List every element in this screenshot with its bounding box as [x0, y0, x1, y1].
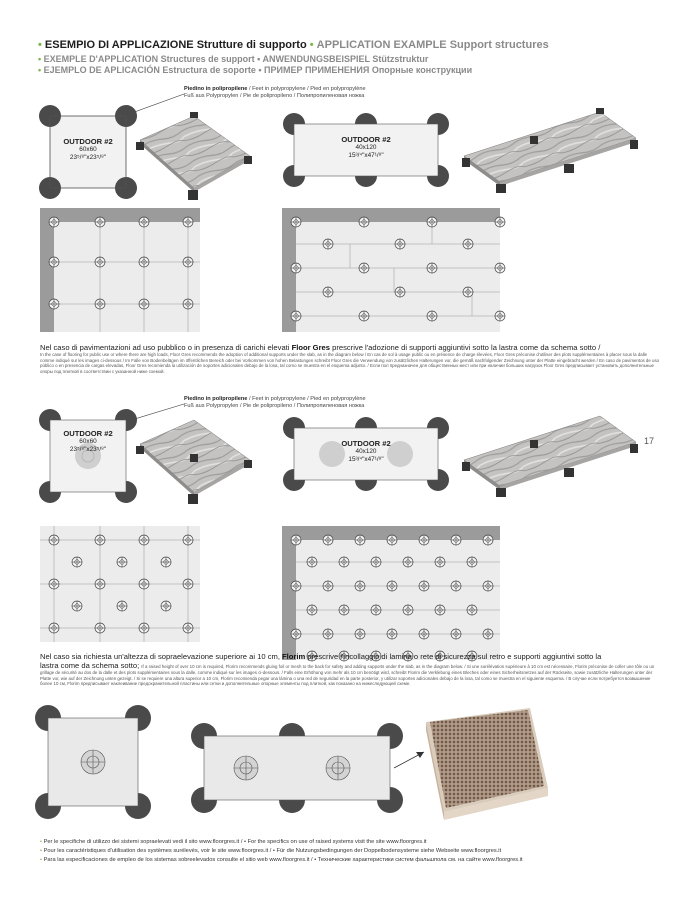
tile-size: 60x60: [79, 146, 97, 153]
pedestal-symbol: [49, 623, 59, 633]
footer-text-2: Pour les caractéristiques d'utilisation des systèmes surélevés, voir le site www.floorgres.it / • Für die Nutzungsbedingungen der Doppelbodensysteme siehe Webseite www.floorgres.it: [43, 848, 502, 854]
tile-40x120-label: [294, 440, 438, 464]
pedestal-symbol: [451, 535, 461, 545]
tile-60x60-diagram-middle: [40, 412, 136, 500]
tile-40x120-diagram-bottom: [188, 722, 428, 818]
footer-text-1: Per le specifiche di utilizzo dei sistemi sopraelevati vedi il sito www.floorgres.it / • For the specifics on use of raised systems visit the site www.floorgres.it: [43, 839, 427, 845]
pedestal-symbol: [403, 605, 413, 615]
paragraph-body: If a raised height of over 10 cm is required, Florim recommends gluing foil or mesh to the back for safety and adding supports under the slab, as in the diagram below. / Si une surélévation supérieure à 10 cm est nécessaire, Florim préconise de coller une tôle ou un grillage de sécurité au dos de la dalle et des plots supplémentaires sous la dalle, comme indiqué sur les images ci-dessous. / Falls eine Erhöhung von mehr als 10 cm benötigt wird, schreibt Florim die Verklebung eines Bleches oder eines Sicherheitsnetzes auf der Rückseite, sowie zusätzliche Halterungen unter der Platte vor, wie auf der Zeichnung unten gezeigt. / Si se requiere una altura superior a 10 cm, Florim recomienda pegar una lámina o una red de seguridad en la parte posterior, y utilizar soportes adicionales debajo de la losa, tal como se muestra en el siguiente esquema. / В случае если потребуется возвышение более 10 см, Florim предписывает наклеивание предохранительной пластины или сетки и дополнительные опорные элементы под плиткой, как показано на нижеследующей схеме.: [40, 664, 655, 687]
pedestal-symbol: [307, 557, 317, 567]
lead-line2: lastra come da schema sotto;: [40, 661, 142, 670]
pedestal-symbol: [95, 579, 105, 589]
pedestal-symbol: [323, 535, 333, 545]
paragraph-raised-height: [40, 652, 660, 687]
pedestal-symbol: [355, 629, 365, 639]
pedestal-symbol: [307, 605, 317, 615]
pedestal-symbol: [435, 605, 445, 615]
pedestal-symbol: [483, 629, 493, 639]
title-fr-de: EXEMPLE D'APPLICATION Structures de support • ANWENDUNGSBEISPIEL Stützstruktur: [43, 54, 429, 64]
pedestal-symbol: [483, 535, 493, 545]
lead-start: Nel caso sia richiesta un'altezza di sopraelevazione superiore ai 10 cm,: [40, 652, 283, 661]
pedestal-symbol: [483, 581, 493, 591]
pedestal-symbol: [323, 581, 333, 591]
pedestal-symbol: [291, 535, 301, 545]
tile-name: OUTDOOR #2: [341, 135, 391, 144]
pedestal-symbol: [117, 557, 127, 567]
pedestal-symbol: [95, 623, 105, 633]
pedestal-symbol: [49, 535, 59, 545]
pedestal-symbol: [387, 629, 397, 639]
pedestal-symbol: [355, 535, 365, 545]
floor-plan-60x60-reinforced: [40, 526, 200, 642]
pedestal-symbol: [139, 579, 149, 589]
pedestal-symbol: [183, 623, 193, 633]
tile-inch: 15³/⁴"x47¹/⁸": [348, 456, 384, 463]
feet-label-line2: Fuß aus Polypropylen / Pie de polipropileno / Полипропиленовая ножка: [184, 403, 365, 409]
pedestal-symbol: [387, 581, 397, 591]
pedestal-symbol: [387, 535, 397, 545]
footer: [40, 838, 523, 865]
tile-size: 40x120: [355, 448, 377, 455]
pedestal-symbol: [161, 557, 171, 567]
feet-label-rest: / Feet in polypropylene / Pied en polypropylène: [247, 86, 366, 92]
header-line-3: • EJEMPLO DE APLICACIÓN Estructura de soporte • ПРИМЕР ПРИМЕНЕНИЯ Опорные конструкции: [38, 65, 473, 75]
tile-inch: 23⁵/⁸"x23⁵/⁸": [69, 154, 107, 161]
feet-label-line2: Fuß aus Polypropylen / Pie de polipropileno / Полипропиленовая ножка: [184, 93, 365, 99]
mesh-backing-illustration: [420, 708, 550, 824]
tile-name: OUTDOOR #2: [63, 137, 113, 146]
pedestal-symbol: [139, 535, 149, 545]
pedestal-symbol: [72, 557, 82, 567]
pedestal-symbol: [139, 623, 149, 633]
pedestal-symbol: [419, 535, 429, 545]
brand: Florim: [282, 652, 306, 661]
pedestal-symbol: [419, 629, 429, 639]
pedestal-symbol: [291, 581, 301, 591]
pedestal-symbol: [339, 605, 349, 615]
feet-label-rest: / Feet in polypropylene / Pied en polypropylène: [247, 396, 366, 402]
pedestal-symbol: [435, 557, 445, 567]
paragraph-lead: [40, 652, 660, 661]
pedestal-symbol: [371, 605, 381, 615]
footer-line-1: • Per le specifiche di utilizzo dei sistemi sopraelevati vedi il sito www.floorgres.it / • For the specifics on use of raised systems visit the site www.floorgres.it: [40, 839, 427, 845]
footer-line-3: • Para las especificaciones de empleo de los sistemas sobreelevados consulte el sitio web www.floorgres.it / • Технические характеристики систем фальшпола см. на сайте www.floorgres.it: [40, 857, 523, 863]
header-line-2: • EXEMPLE D'APPLICATION Structures de support • ANWENDUNGSBEISPIEL Stützstruktur: [38, 54, 429, 64]
lead-end: prescrive l'adozione di supporti aggiuntivi sotto la lastra come da schema sotto /: [330, 343, 601, 352]
pedestal-symbol: [291, 629, 301, 639]
tile-name: OUTDOOR #2: [63, 429, 113, 438]
tile-60x60-perspective-middle: [132, 416, 252, 506]
lead-start: Nel caso di pavimentazioni ad uso pubblico o in presenza di carichi elevati: [40, 343, 292, 352]
pedestal-symbol: [467, 557, 477, 567]
pedestal-symbol: [403, 557, 413, 567]
pedestal-symbol: [467, 605, 477, 615]
page-number: 17: [644, 436, 655, 446]
pedestal-symbol: [371, 557, 381, 567]
tile-inch: 15³/⁴"x47¹/⁸": [348, 152, 384, 159]
pedestal-symbol: [355, 581, 365, 591]
lead-mid: prescrive l'incollaggio di lamina o rete di sicurezza sul retro e supporti aggiuntivi sotto la: [305, 652, 602, 661]
title-italian: ESEMPIO DI APPLICAZIONE Strutture di supporto: [44, 39, 307, 51]
tile-name: OUTDOOR #2: [341, 439, 391, 448]
title-es-ru: EJEMPLO DE APLICACIÓN Estructura de soporte • ПРИМЕР ПРИМЕНЕНИЯ Опорные конструкции: [43, 65, 473, 75]
header-line-1: • ESEMPIO DI APPLICAZIONE Strutture di supporto • APPLICATION EXAMPLE Support structures: [38, 39, 549, 51]
title-english: APPLICATION EXAMPLE Support structures: [316, 39, 549, 51]
pedestal-symbol: [323, 629, 333, 639]
feet-label-it: Piedino in polipropilene: [184, 86, 248, 92]
pedestal-symbol: [183, 535, 193, 545]
pedestal-symbol: [161, 601, 171, 611]
tile-60x60-label: [50, 430, 126, 454]
tile-60x60-diagram-bottom: [34, 706, 154, 826]
tile-40x120-perspective-middle: [460, 412, 640, 492]
pedestal-symbol: [49, 579, 59, 589]
pedestal-symbol: [339, 557, 349, 567]
tile-size: 40x120: [355, 144, 377, 151]
footer-text-3: Para las especificaciones de empleo de los sistemas sobreelevados consulte el sitio web www.floorgres.it / • Технические характеристики систем фальшпола см. на сайте www.floorgres.it: [43, 857, 523, 863]
tile-inch: 23⁵/⁸"x23⁵/⁸": [69, 446, 107, 453]
pedestal-symbol: [451, 629, 461, 639]
pedestal-symbol: [419, 581, 429, 591]
pedestal-symbol: [72, 601, 82, 611]
pedestal-symbol: [95, 535, 105, 545]
tile-size: 60x60: [79, 438, 97, 445]
brand: Floor Gres: [291, 343, 330, 352]
footer-line-2: • Pour les caractéristiques d'utilisation des systèmes surélevés, voir le site www.floorgres.it / • Für die Nutzungsbedingungen der Doppelbodensysteme siehe Webseite www.floorgres.it: [40, 848, 502, 854]
floor-plan-40x120-reinforced: [282, 526, 500, 660]
tile-40x120-diagram-middle: [282, 418, 450, 490]
pedestal-symbol: [451, 581, 461, 591]
pedestal-symbol: [117, 601, 127, 611]
feet-leader-line-2: [0, 0, 678, 440]
feet-label-it: Piedino in polipropilene: [184, 396, 248, 402]
pedestal-symbol: [183, 579, 193, 589]
paragraph-body: In the case of flooring for public use or where there are high loads, Floor Gres recommends the adoption of additional supports under the slab, as in the diagram below / En cas de sol à usage public ou en présence de charge élevées, Floor Gres préconise d'utiliser des plots supplémentaires à placer sous la dalle comme indiqué sur les images ci-dessous / Im Falle von Bodenbelägen im öffentlichen Bereich oder bei Vorkommen von hohen Belastungen schreibt Floor Gres die Verwendung von zusätzlichen Halterungen vor, die gemäß nachfolgender Zeichnung unter der Platte eingebracht werden / En caso de pavimentos de uso público o en presencia de cargas elevadas, Floor Gres recomienda la utilización de soportes adicionales debajo de la losa, tal como se muestra en el esquema adjunto. / Если пол предназначен для общественных мест или при наличии больших нагрузок Floor Gres предписывает установить дополнительные опоры под плиткой в соответствии с указанной ниже схемой.: [40, 352, 660, 374]
